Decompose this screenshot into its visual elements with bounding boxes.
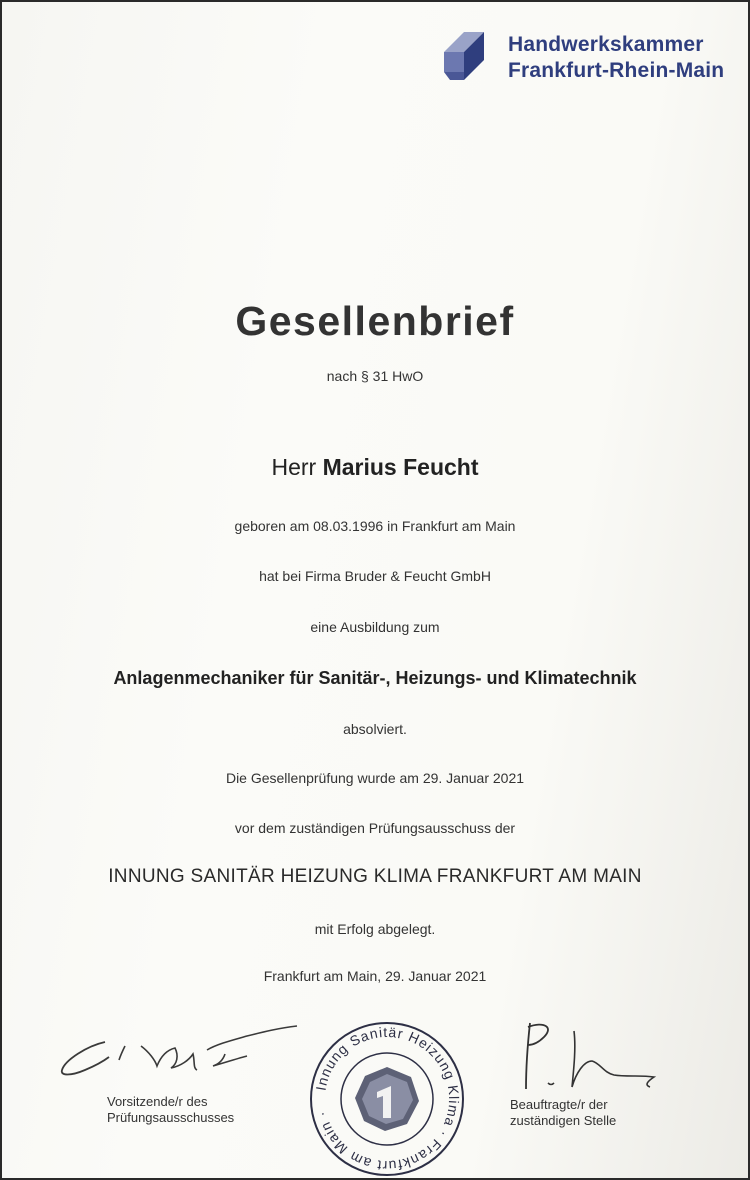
success-line: mit Erfolg abgelegt. [314, 921, 436, 937]
seal-text: Innung Sanitär Heizung Klima · Frankfurt am Main · [312, 1023, 463, 1175]
training-line: eine Ausbildung zum [310, 619, 440, 635]
guild-name: INNUNG SANITÄR HEIZUNG KLIMA FRANKFURT AM MAIN [108, 866, 642, 887]
place-date: Frankfurt am Main, 29. Januar 2021 [263, 968, 487, 984]
representative-signature [514, 1017, 674, 1097]
trade-title: Anlagenmechaniker für Sanitär-, Heizungs- und Klimatechnik [113, 668, 637, 688]
birth-line: geboren am 08.03.1996 in Frankfurt am Main [234, 518, 516, 534]
issuer-logo [444, 32, 724, 84]
hwk-cube-logo-icon [444, 32, 490, 80]
issuer-name-line1: Handwerkskammer [508, 33, 704, 56]
chairperson-label-line1: Vorsitzende/r des [107, 1094, 208, 1109]
chairperson-label-line2: Prüfungsausschusses [107, 1110, 235, 1125]
committee-line: vor dem zuständigen Prüfungsausschuss der [234, 820, 516, 836]
chairperson-signature [57, 1020, 307, 1080]
recipient [2, 454, 748, 481]
legal-basis: nach § 31 HwO [326, 368, 424, 384]
issuer-name-line2: Frankfurt-Rhein-Main [508, 59, 725, 82]
exam-line: Die Gesellenprüfung wurde am 29. Januar 2021 [225, 770, 525, 786]
guild-seal [307, 1020, 467, 1178]
representative-label-line1: Beauftragte/r der [510, 1097, 608, 1112]
chairperson-label [107, 1094, 234, 1126]
representative-label [510, 1097, 616, 1129]
representative-label-line2: zuständigen Stelle [510, 1113, 617, 1128]
company-line: hat bei Firma Bruder & Feucht GmbH [259, 568, 491, 584]
completed-line: absolviert. [343, 721, 407, 737]
issuer-name [508, 32, 724, 84]
recipient-name: Marius Feucht [322, 454, 479, 480]
document-title: Gesellenbrief [235, 298, 515, 344]
salutation: Herr [271, 454, 317, 480]
